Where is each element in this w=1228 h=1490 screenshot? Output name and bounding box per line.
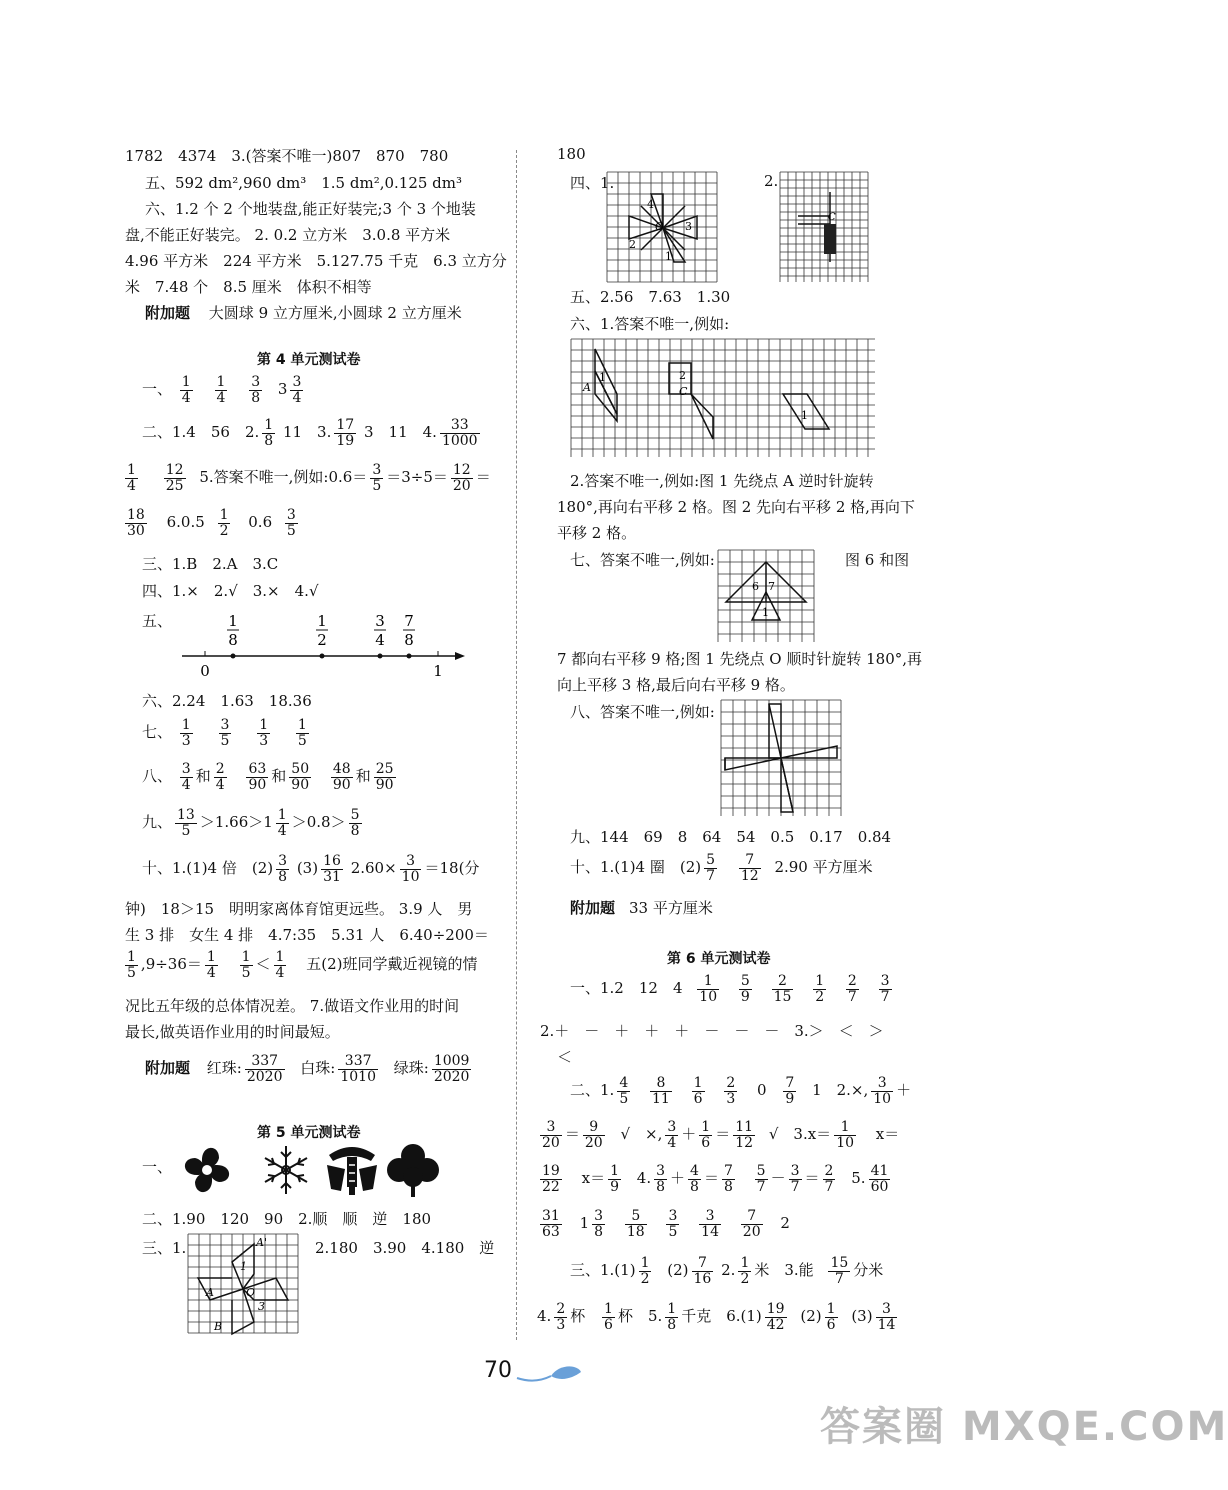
r-q7-label: 七、答案不唯一,例如: bbox=[570, 551, 715, 569]
u5-q1-label: 一、 bbox=[142, 1158, 173, 1176]
triangle-grid-figure bbox=[718, 550, 814, 644]
fraction: $\frac{1}{2}$ bbox=[219, 507, 229, 539]
u6-q2-lt: ＜ bbox=[557, 1048, 573, 1066]
svg-text:8: 8 bbox=[228, 631, 238, 649]
fraction: $\frac{1}{10}$ bbox=[836, 1119, 855, 1151]
fraction: $\frac{1}{2}$ bbox=[740, 1255, 750, 1287]
r-q4-label: 四、1. bbox=[570, 174, 615, 192]
u6-san: 三、1.(1) $\frac{1}{2}$ (2) $\frac{7}{16}$ 2. $\frac{1}{2}$ 米 3.能 $\frac{15}{7}$ 分米 bbox=[570, 1255, 884, 1287]
fraction: $\frac{9}{20}$ bbox=[584, 1119, 603, 1151]
fraction: $\frac{3}{5}$ bbox=[668, 1208, 678, 1240]
page-number: 70 bbox=[484, 1358, 512, 1383]
u4-q5-label: 五、 bbox=[142, 612, 173, 630]
fraction: $\frac{1}{5}$ bbox=[127, 949, 136, 981]
fraction: $\frac{3}{14}$ bbox=[701, 1208, 719, 1240]
fraction: $\frac{7}{20}$ bbox=[742, 1208, 761, 1240]
u6-er-l3: $\frac{19}{22}$ x＝ $\frac{1}{9}$ 4. $\frac{3}{8}$ ＋ $\frac{4}{8}$ ＝ $\frac{7}{8}$ $\frac{5}{7}$ － $\frac{3}{7}$ ＝ $\frac{2}{7}$ 5. $\frac{41}{60}$ bbox=[542, 1163, 889, 1195]
r-q6-2b: 180°,再向右平移 2 格。图 2 先向右平移 2 格,再向下 bbox=[557, 498, 915, 516]
left-line-3: 六、1.2 个 2 个地装盘,能正好装完;3 个 3 个地装 bbox=[145, 200, 476, 218]
left-line-5: 4.96 平方米 224 平方米 5.127.75 千克 6.3 立方分 bbox=[125, 252, 507, 270]
left-line-4: 盘,不能正好装完。 2. 0.2 立方米 3.0.8 平方米 bbox=[125, 226, 451, 244]
svg-text:1: 1 bbox=[599, 371, 606, 384]
snowflake-figure bbox=[256, 1143, 316, 1198]
bar-grid-figure bbox=[780, 172, 868, 285]
u4-q4: 四、1.× 2.√ 3.× 4.√ bbox=[142, 582, 319, 600]
fraction: $\frac{3}{14}$ bbox=[877, 1301, 896, 1333]
svg-text:1: 1 bbox=[801, 409, 808, 422]
r-q4-2-label: 2. bbox=[764, 172, 779, 190]
r-q5: 五、2.56 7.63 1.30 bbox=[570, 288, 731, 306]
u4-q1: 一、 $\frac{1}{4}$ $\frac{1}{4}$ $\frac{3}{8}$ 3 $\frac{3}{4}$ bbox=[142, 374, 302, 406]
fraction: $\frac{1}{8}$ bbox=[264, 417, 274, 449]
fraction: $\frac{3}{5}$ bbox=[286, 507, 296, 539]
fraction: $\frac{25}{90}$ bbox=[375, 761, 394, 793]
fraction: $\frac{3}{20}$ bbox=[542, 1119, 560, 1151]
svg-text:A: A bbox=[583, 381, 591, 394]
fraction: $\frac{3}{4}$ bbox=[181, 761, 191, 793]
fraction: $\frac{3}{8}$ bbox=[594, 1208, 604, 1240]
fraction: $\frac{4}{5}$ bbox=[619, 1075, 629, 1107]
fraction: $\frac{1}{6}$ bbox=[693, 1075, 703, 1107]
fraction: $\frac{3}{5}$ bbox=[220, 717, 230, 749]
fraction: $\frac{337}{2020}$ bbox=[246, 1053, 283, 1085]
u4-q10-l6: 最长,做英语作业用的时间最短。 bbox=[125, 1023, 340, 1041]
fraction: $\frac{7}{8}$ bbox=[723, 1163, 733, 1195]
svg-text:1: 1 bbox=[665, 250, 672, 263]
fraction: $\frac{1}{2}$ bbox=[640, 1255, 650, 1287]
u5-q3-cont: 2.180 3.90 4.180 逆 bbox=[315, 1239, 495, 1257]
fraction: $\frac{18}{30}$ bbox=[127, 507, 145, 539]
parallelogram-grid-figure bbox=[571, 339, 877, 459]
svg-text:7: 7 bbox=[404, 612, 414, 630]
fraction: $\frac{17}{19}$ bbox=[336, 417, 355, 449]
u4-q6: 六、2.24 1.63 18.36 bbox=[142, 692, 312, 710]
fraction: $\frac{3}{8}$ bbox=[656, 1163, 666, 1195]
left-line-1: 1782 4374 3.(答案不唯一)807 870 780 bbox=[125, 147, 449, 165]
fraction: $\frac{1}{4}$ bbox=[277, 807, 287, 839]
fraction: $\frac{3}{10}$ bbox=[873, 1075, 892, 1107]
left-line-7: 附加题 大圆球 9 立方厘米,小圆球 2 立方厘米 bbox=[145, 304, 462, 322]
fraction: $\frac{19}{42}$ bbox=[766, 1301, 785, 1333]
fraction: $\frac{1}{3}$ bbox=[259, 717, 269, 749]
left-line-2: 五、592 dm²,960 dm³ 1.5 dm²,0.125 dm³ bbox=[145, 174, 463, 192]
column-divider bbox=[516, 150, 517, 1340]
fraction: $\frac{2}{15}$ bbox=[773, 973, 792, 1005]
pinwheel-grid-figure bbox=[607, 172, 720, 285]
fraction: $\frac{5}{9}$ bbox=[740, 973, 750, 1005]
unit6-title: 第 6 单元测试卷 bbox=[667, 951, 771, 967]
svg-text:3: 3 bbox=[685, 220, 692, 233]
fraction: $\frac{13}{5}$ bbox=[177, 807, 195, 839]
fraction: $\frac{1}{5}$ bbox=[297, 717, 307, 749]
fraction: $\frac{12}{20}$ bbox=[452, 462, 471, 494]
svg-text:3: 3 bbox=[375, 612, 385, 630]
pinwheel-flower-figure bbox=[177, 1143, 237, 1198]
fraction: $\frac{3}{7}$ bbox=[790, 1163, 800, 1195]
fraction: $\frac{3}{8}$ bbox=[278, 853, 288, 885]
extra-question-label: 附加题 bbox=[145, 304, 191, 322]
fraction: $\frac{1}{8}$ bbox=[667, 1301, 677, 1333]
insect-symbol-figure bbox=[323, 1143, 381, 1198]
u6-q1: 一、1.2 12 4 $\frac{1}{10}$ $\frac{5}{9}$ $\frac{2}{15}$ $\frac{1}{2}$ $\frac{2}{7}$ $\frac{3}{7}$ bbox=[570, 973, 890, 1005]
fraction: $\frac{3}{10}$ bbox=[401, 853, 420, 885]
fraction: $\frac{19}{22}$ bbox=[542, 1163, 560, 1195]
r-q7-tail: 图 6 和图 bbox=[845, 551, 910, 569]
number-line bbox=[175, 612, 470, 684]
u4-q10: 十、1.(1)4 倍 (2) $\frac{3}{8}$ (3) $\frac{16}{31}$ 2.60× $\frac{3}{10}$ ＝18(分 bbox=[142, 853, 480, 885]
r-q8-label: 八、答案不唯一,例如: bbox=[570, 703, 715, 721]
fraction: $\frac{337}{1010}$ bbox=[340, 1053, 376, 1085]
fraction: $\frac{12}{25}$ bbox=[165, 462, 184, 494]
fraction: $\frac{7}{12}$ bbox=[740, 852, 759, 884]
svg-text:A: A bbox=[206, 1286, 214, 1299]
fraction: $\frac{1009}{2020}$ bbox=[433, 1053, 470, 1085]
r-q7-l2: 7 都向右平移 9 格;图 1 先绕点 O 顺时针旋转 180°,再 bbox=[557, 650, 923, 668]
fraction: $\frac{1}{6}$ bbox=[701, 1119, 711, 1151]
u4-q8: 八、 $\frac{3}{4}$ 和 $\frac{2}{4}$ $\frac{63}{90}$ 和 $\frac{50}{90}$ $\frac{48}{90}$ 和 $\frac{25}{90}$ bbox=[142, 761, 394, 793]
fraction: $\frac{3}{4}$ bbox=[667, 1119, 677, 1151]
u4-q10-l3: 生 3 排 女生 4 排 4.7:35 5.31 人 6.40÷200＝ bbox=[125, 926, 489, 944]
fraction: $\frac{1}{2}$ bbox=[815, 973, 825, 1005]
u5-q3-label: 三、1. bbox=[142, 1239, 187, 1257]
svg-text:7: 7 bbox=[768, 580, 775, 593]
fraction: $\frac{1}{4}$ bbox=[216, 374, 226, 406]
svg-text:C: C bbox=[679, 385, 688, 398]
fraction: $\frac{31}{63}$ bbox=[542, 1208, 560, 1240]
fraction: $\frac{63}{90}$ bbox=[248, 761, 267, 793]
fraction: $\frac{41}{60}$ bbox=[870, 1163, 889, 1195]
r-q6-2c: 平移 2 格。 bbox=[557, 524, 637, 542]
u4-q2: 二、1.4 56 2. $\frac{1}{8}$ 11 3. $\frac{17}{19}$ 3 11 4. $\frac{33}{1000}$ bbox=[142, 417, 478, 449]
u4-q7: 七、 $\frac{1}{3}$ $\frac{3}{5}$ $\frac{1}{3}$ $\frac{1}{5}$ bbox=[142, 717, 307, 749]
fraction: $\frac{1}{6}$ bbox=[826, 1301, 836, 1333]
r-q6-label: 六、1.答案不唯一,例如: bbox=[570, 315, 730, 333]
fraction: $\frac{2}{4}$ bbox=[215, 761, 225, 793]
svg-text:O: O bbox=[246, 1286, 256, 1299]
fraction: $\frac{1}{9}$ bbox=[610, 1163, 619, 1195]
svg-text:O: O bbox=[655, 220, 665, 233]
fraction: $\frac{2}{7}$ bbox=[824, 1163, 834, 1195]
r-q6-2a: 2.答案不唯一,例如:图 1 先绕点 A 逆时针旋转 bbox=[570, 472, 874, 490]
fraction: $\frac{7}{16}$ bbox=[693, 1255, 712, 1287]
fraction: $\frac{2}{3}$ bbox=[556, 1301, 566, 1333]
fraction: $\frac{2}{7}$ bbox=[847, 973, 857, 1005]
left-line-6: 米 7.48 个 8.5 厘米 体积不相等 bbox=[125, 278, 372, 296]
u6-san-l2: 4. $\frac{2}{3}$ 杯 $\frac{1}{6}$ 杯 5. $\frac{1}{8}$ 千克 6.(1) $\frac{19}{42}$ (2) $\frac{1}{6}$ (3) $\frac{3}{14}$ bbox=[537, 1301, 896, 1333]
u6-q2: 2.＋ － ＋ ＋ ＋ － － － 3.＞ ＜ ＞ bbox=[540, 1022, 884, 1040]
svg-text:4: 4 bbox=[647, 198, 654, 211]
fraction: $\frac{1}{5}$ bbox=[241, 949, 251, 981]
fraction: $\frac{1}{4}$ bbox=[275, 949, 285, 981]
rotation-grid-figure bbox=[188, 1234, 300, 1334]
fraction: $\frac{15}{7}$ bbox=[830, 1255, 849, 1287]
svg-text:C: C bbox=[828, 212, 836, 223]
fraction: $\frac{3}{4}$ bbox=[292, 374, 302, 406]
u4-q10-l2: 钟) 18＞15 明明家离体育馆更远些。 3.9 人 男 bbox=[125, 900, 473, 918]
fraction: $\frac{1}{6}$ bbox=[604, 1301, 613, 1333]
svg-text:2: 2 bbox=[679, 369, 686, 382]
fraction: $\frac{11}{12}$ bbox=[735, 1119, 754, 1151]
fraction: $\frac{48}{90}$ bbox=[332, 761, 351, 793]
u4-q2-cont2: $\frac{18}{30}$ 6.0.5 $\frac{1}{2}$ 0.6 $\frac{3}{5}$ bbox=[127, 507, 296, 539]
fraction: $\frac{4}{8}$ bbox=[690, 1163, 699, 1195]
cross-grid-figure bbox=[721, 700, 841, 816]
svg-text:2: 2 bbox=[317, 631, 327, 649]
fraction: $\frac{5}{18}$ bbox=[626, 1208, 645, 1240]
u4-q2-cont: $\frac{1}{4}$ $\frac{12}{25}$ 5.答案不唯一,例如:0.6＝ $\frac{3}{5}$ ＝3÷5＝ $\frac{12}{20}$ ＝ bbox=[127, 462, 491, 494]
fraction: $\frac{5}{7}$ bbox=[756, 1163, 766, 1195]
svg-text:8: 8 bbox=[404, 631, 414, 649]
fraction: $\frac{33}{1000}$ bbox=[441, 417, 478, 449]
svg-text:A': A' bbox=[256, 1236, 267, 1249]
svg-text:B: B bbox=[214, 1320, 223, 1333]
nl-one: 1 bbox=[433, 662, 443, 680]
u4-q10-l4: $\frac{1}{5}$ ,9÷36＝ $\frac{1}{4}$ $\frac{1}{5}$ ＜ $\frac{1}{4}$ 五(2)班同学戴近视镜的情 bbox=[127, 949, 478, 981]
svg-text:1: 1 bbox=[762, 606, 769, 619]
fraction: $\frac{1}{4}$ bbox=[127, 462, 136, 494]
unit5-title: 第 5 单元测试卷 bbox=[257, 1125, 361, 1141]
fraction: $\frac{3}{8}$ bbox=[251, 374, 261, 406]
fraction: $\frac{2}{3}$ bbox=[726, 1075, 736, 1107]
fraction: $\frac{8}{11}$ bbox=[652, 1075, 670, 1107]
u4-extra: 附加题 红珠: $\frac{337}{2020}$ 白珠: $\frac{337}{1010}$ 绿珠: $\frac{1009}{2020}$ bbox=[145, 1053, 470, 1085]
fraction: $\frac{3}{5}$ bbox=[372, 462, 382, 494]
u4-q10-l5: 况比五年级的总体情况差。 7.做语文作业用的时间 bbox=[125, 997, 460, 1015]
fraction: $\frac{16}{31}$ bbox=[323, 853, 341, 885]
unit4-title: 第 4 单元测试卷 bbox=[257, 352, 361, 368]
fraction: $\frac{1}{10}$ bbox=[699, 973, 718, 1005]
leaf-ornament-icon bbox=[515, 1362, 585, 1386]
u6-er-l2: $\frac{3}{20}$ ＝ $\frac{9}{20}$ √ ×, $\frac{3}{4}$ ＋ $\frac{1}{6}$ ＝ $\frac{11}{12}$ √ 3.x＝ $\frac{1}{10}$ x＝ bbox=[542, 1119, 900, 1151]
r-extra: 附加题 33 平方厘米 bbox=[570, 899, 713, 917]
fraction: $\frac{50}{90}$ bbox=[291, 761, 310, 793]
svg-text:1: 1 bbox=[317, 612, 327, 630]
svg-text:1: 1 bbox=[228, 612, 238, 630]
u4-q9: 九、 $\frac{13}{5}$ ＞1.66＞1 $\frac{1}{4}$ ＞0.8＞ $\frac{5}{8}$ bbox=[142, 807, 360, 839]
right-line-0: 180 bbox=[557, 145, 586, 163]
fraction: $\frac{1}{4}$ bbox=[206, 949, 216, 981]
clover-figure bbox=[383, 1141, 443, 1199]
fraction: $\frac{3}{7}$ bbox=[880, 973, 890, 1005]
nl-zero: 0 bbox=[200, 662, 210, 680]
fraction: $\frac{1}{3}$ bbox=[181, 717, 191, 749]
r-q7-l3: 向上平移 3 格,最后向右平移 9 格。 bbox=[557, 676, 795, 694]
svg-text:6: 6 bbox=[752, 580, 759, 593]
r-q10: 十、1.(1)4 圈 (2) $\frac{5}{7}$ $\frac{7}{12}$ 2.90 平方厘米 bbox=[570, 852, 873, 884]
u4-q3: 三、1.B 2.A 3.C bbox=[142, 555, 279, 573]
svg-text:3: 3 bbox=[258, 1300, 265, 1313]
fraction: $\frac{7}{9}$ bbox=[785, 1075, 795, 1107]
svg-text:1: 1 bbox=[240, 1260, 247, 1273]
svg-text:2: 2 bbox=[629, 238, 636, 251]
u6-er-l4: $\frac{31}{63}$ 1 $\frac{3}{8}$ $\frac{5}{18}$ $\frac{3}{5}$ $\frac{3}{14}$ $\frac{7}{20}$ 2 bbox=[542, 1208, 790, 1240]
fraction: $\frac{5}{7}$ bbox=[706, 852, 716, 884]
fraction: $\frac{1}{4}$ bbox=[181, 374, 191, 406]
watermark: 答案圈 MXQE.COM bbox=[820, 1404, 1228, 1450]
u6-er: 二、1. $\frac{4}{5}$ $\frac{8}{11}$ $\frac{1}{6}$ $\frac{2}{3}$ 0 $\frac{7}{9}$ 1 2.×, $\frac{3}{10}$ ＋ bbox=[570, 1075, 912, 1107]
fraction: $\frac{5}{8}$ bbox=[350, 807, 360, 839]
svg-text:4: 4 bbox=[375, 631, 385, 649]
r-q9: 九、144 69 8 64 54 0.5 0.17 0.84 bbox=[570, 828, 892, 846]
u5-q2: 二、1.90 120 90 2.顺 顺 逆 180 bbox=[142, 1210, 432, 1228]
